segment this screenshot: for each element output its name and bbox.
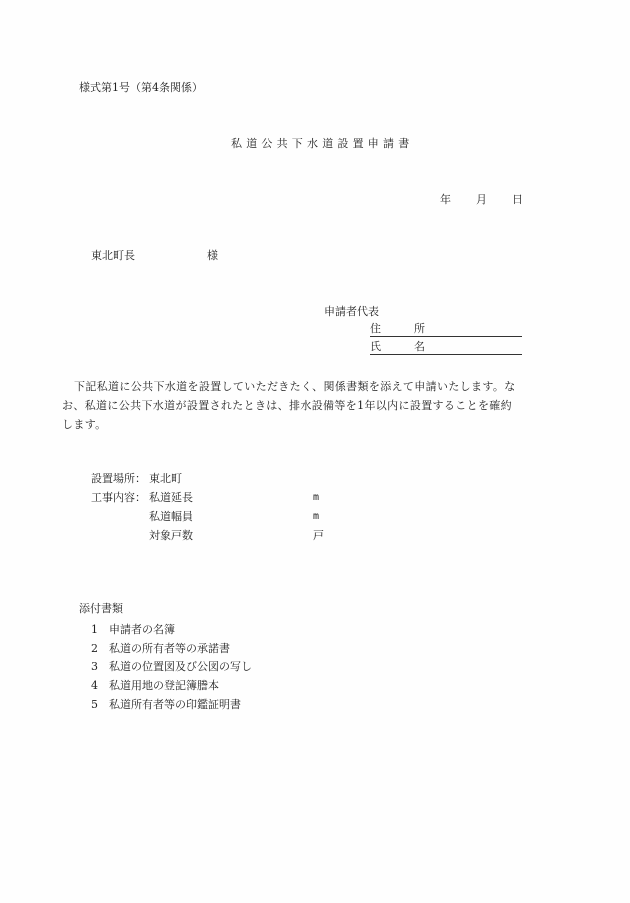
attachment-item xyxy=(91,658,252,674)
document-title: 私道公共下水道設置申請書 xyxy=(231,137,414,150)
attachment-text: 私道所有者等の印鑑証明書 xyxy=(109,698,241,711)
applicant-address-field[interactable] xyxy=(370,322,522,337)
attachment-number: 5 xyxy=(91,698,98,711)
location-label: 設置場所： xyxy=(91,472,146,485)
attachments-heading: 添付書類 xyxy=(79,602,123,615)
work-item-unit: 戸 xyxy=(313,529,324,542)
date-year-label: 年 xyxy=(440,193,451,206)
work-item-name: 私道幅員 xyxy=(149,510,193,523)
work-item-unit: m xyxy=(313,511,320,522)
attachment-text: 申請者の名簿 xyxy=(109,623,175,636)
applicant-name-field[interactable] xyxy=(370,340,522,355)
attachment-number: 4 xyxy=(91,679,98,692)
attachment-number: 2 xyxy=(91,642,98,655)
addressee-honorific: 様 xyxy=(207,249,218,262)
work-item-name: 私道延長 xyxy=(149,491,193,504)
work-item-unit: m xyxy=(313,492,320,503)
address-label: 住 所 xyxy=(370,322,436,335)
attachment-item xyxy=(91,640,230,656)
name-label: 氏 名 xyxy=(370,340,436,353)
attachment-text: 私道用地の登記簿謄本 xyxy=(109,679,219,692)
form-number: 様式第1号（第4条関係） xyxy=(79,81,203,94)
application-body-text: 下記私道に公共下水道を設置していただきたく、関係書類を添えて申請いたします。なお、私道に公共下水道が設置されたときは、排水設備等を1年以内に設置することを確約します。 xyxy=(62,380,516,431)
date-line xyxy=(440,193,523,207)
location-value: 東北町 xyxy=(149,472,182,485)
date-day-label: 日 xyxy=(512,193,523,206)
work-item-name: 対象戸数 xyxy=(149,529,193,542)
attachment-number: 1 xyxy=(91,623,98,636)
addressee-name: 東北町長 xyxy=(91,249,135,262)
attachment-text: 私道の位置図及び公図の写し xyxy=(109,660,252,673)
attachment-item xyxy=(91,621,175,637)
attachment-item xyxy=(91,677,219,693)
applicant-heading: 申請者代表 xyxy=(324,305,379,318)
attachment-item xyxy=(91,696,241,712)
attachment-text: 私道の所有者等の承諾書 xyxy=(109,642,230,655)
attachment-number: 3 xyxy=(91,660,98,673)
work-label: 工事内容： xyxy=(91,491,146,504)
addressee xyxy=(91,249,218,263)
date-month-label: 月 xyxy=(476,193,487,206)
